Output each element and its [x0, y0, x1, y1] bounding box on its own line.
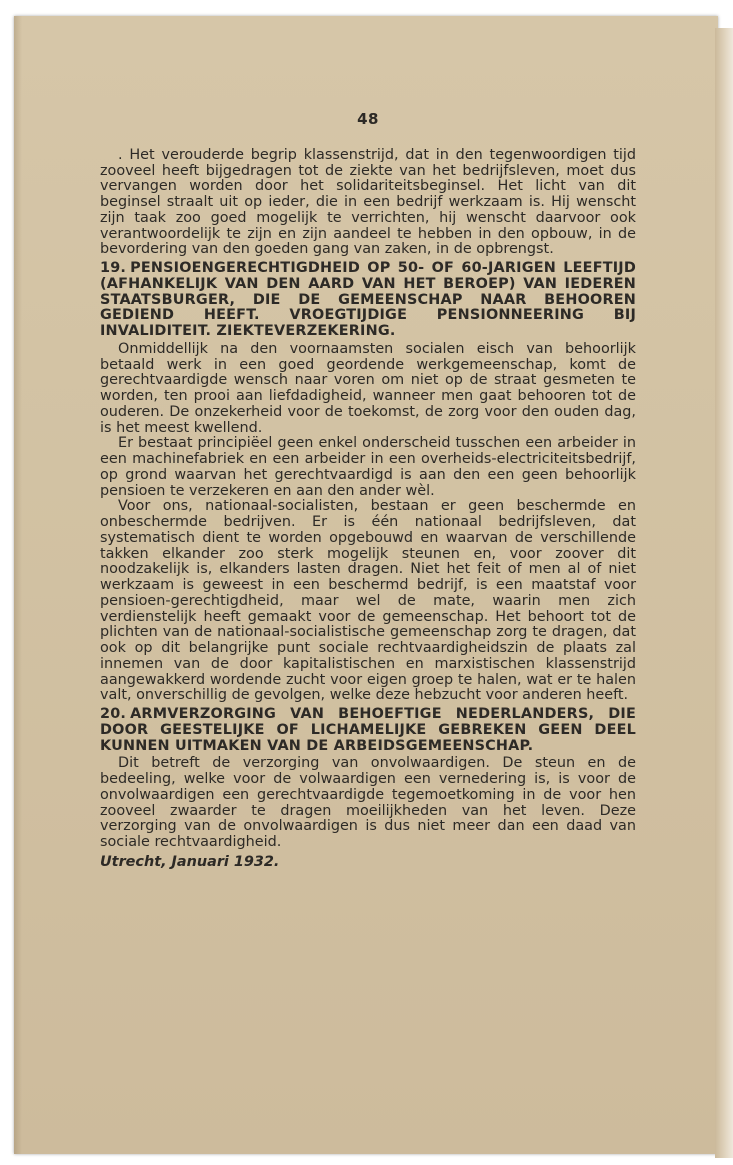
section-19-heading	[100, 261, 636, 340]
section-20-title: ARMVERZORGING VAN BEHOEFTIGE NEDERLANDERS, DIE DOOR GEESTELIJKE OF LICHAMELIJKE GEBREKEN GEEN DEEL KUNNEN UITMAKEN VAN DE ARBEIDSGEMEENSCHAP.	[100, 706, 636, 754]
section-20-number: 20.	[100, 706, 127, 722]
page-number: 48	[357, 110, 379, 128]
section-20-heading	[100, 707, 636, 754]
section-19-paragraph: Onmiddellijk na den voornaamsten socialen eisch van behoorlijk betaald werk in een goed geordende werkgemeenschap, komt de gerechtvaardigde wensch naar voren om niet op de straat gesmeten te worden, ten prooi aan liefdadigheid, wanneer men gaat behooren tot de ouderen. De onzekerheid voor de toekomst, de zorg voor den ouden dag, is het meest kwellend.	[100, 340, 636, 436]
page-content	[100, 112, 636, 871]
intro-paragraph: . Het verouderde begrip klassenstrijd, dat in den tegenwoordigen tijd zooveel heeft bijgedragen tot de ziekte van het bedrijfsleven, moet dus vervangen worden door het solidariteitsbeginsel. Het licht van dit beginsel straalt uit op ieder, die in een bedrijf werkzaam is. Hij wenscht zijn taak zoo goed mogelijk te verrichten, hij wenscht daarvoor ook verantwoordelijk te zijn en zijn aandeel te hebben in den opbouw, in de bevordering van den goeden gang van zaken, in de opbrengst.	[100, 146, 636, 258]
section-19-paragraph: Voor ons, nationaal-socialisten, bestaan er geen beschermde en onbeschermde bedrijven. Er is één nationaal bedrijfsleven, dat systematisch dient te worden opgebouwd en waarvan de verschillende takken elkander zoo sterk mogelijk steunen en, voor zoover dit noodzakelijk is, elkanders lasten dragen. Niet het feit of men al of niet werkzaam is geweest in een beschermd bedrijf, is een maatstaf voor pensioen-gerechtigdheid, maar wel de mate, waarin men zich verdienstelijk heeft gemaakt voor de gemeenschap. Het behoort tot de plichten van de nationaal-socialistische gemeenschap zorg te dragen, dat ook op dit belangrijke punt sociale rechtvaardigheidszin de plaats zal innemen van de door kapitalistischen en marxistischen klassenstrijd aangewakkerd wordende zucht voor eigen groep te halen, wat er te halen valt, onverschillig de gevolgen, welke deze hebzucht voor anderen heeft.	[100, 498, 636, 704]
section-19-number: 19.	[100, 260, 127, 276]
section-20-paragraph: Dit betreft de verzorging van onvolwaardigen. De steun en de bedeeling, welke voor de volwaardigen een vernedering is, is voor de onvolwaardigen een gerechtvaardigde tegemoetkoming in de voor hen zooveel zwaarder te dragen moeilijkheden van het leven. Deze verzorging van de onvolwaardigen is dus niet meer dan een daad van sociale rechtvaardigheid.	[100, 755, 636, 850]
place-date-signature: Utrecht, Januari 1932.	[100, 853, 280, 870]
page-gutter	[14, 16, 22, 1154]
page-edge	[715, 28, 733, 1158]
section-19-paragraph: Er bestaat principiëel geen enkel onderscheid tusschen een arbeider in een machinefabriek en een arbeider in een overheids-electriciteitsbedrijf, op grond waarvan het gerechtvaardigd is aan den een geen behoorlijk pensioen te verzekeren en aan den ander wèl.	[100, 435, 636, 499]
section-19-title: PENSIOENGERECHTIGDHEID OP 50- OF 60-JARIGEN LEEFTIJD (AFHANKELIJK VAN DEN AARD VAN HET BEROEP) VAN IEDEREN STAATSBURGER, DIE DE GEMEENSCHAP NAAR BEHOOREN GEDIEND HEEFT. VROEGTIJDIGE PENSIONNEERING BIJ INVALIDITEIT. ZIEKTEVERZEKERING.	[100, 260, 636, 339]
